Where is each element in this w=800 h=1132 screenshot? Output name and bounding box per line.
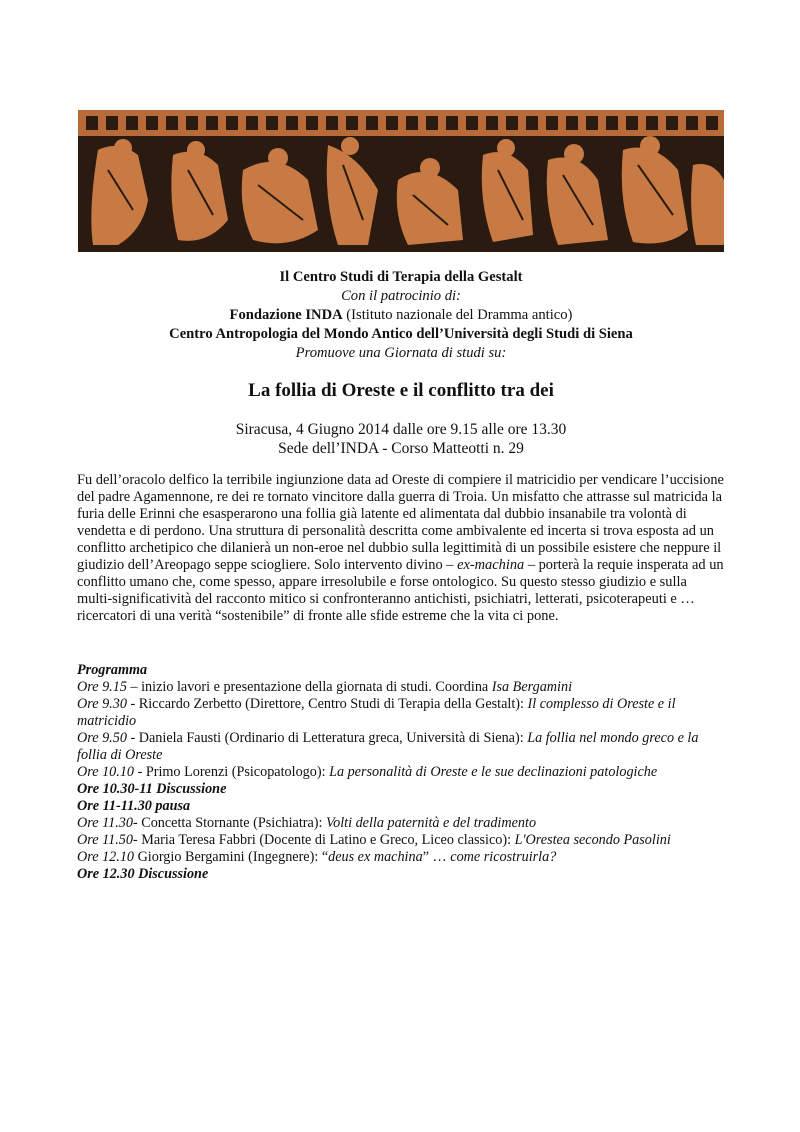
discussion-2: Ore 12.30 Discussione [77,866,209,882]
item-text-2: ” … [422,849,451,865]
organizers-header [78,268,724,363]
programme-item [77,730,725,764]
break: Ore 11-11.30 pausa [77,798,191,814]
programme-heading: Programma [77,662,148,678]
discussion-1: Ore 10.30-11 Discussione [77,781,227,797]
item-italic: L'Orestea secondo Pasolini [514,832,671,848]
item-time: Ore 11.50 [77,832,133,848]
item-italic: La follia nel mondo greco e la follia di Oreste [77,730,699,763]
item-italic: La personalità di Oreste e le sue declinazioni patologiche [329,764,658,780]
organizer-name: Il Centro Studi di Terapia della Gestalt [279,269,523,285]
intro-ex-machina: ex-machina [457,557,525,573]
item-time: Ore 9.50 [77,730,127,746]
event-venue: Sede dell’INDA - Corso Matteotti n. 29 [278,440,524,457]
programme-section [77,662,725,883]
patron-inda-desc: (Istituto nazionale del Dramma antico) [342,307,573,323]
item-time: Ore 12.10 [77,849,135,865]
item-text: - Riccardo Zerbetto (Direttore, Centro Studi di Terapia della Gestalt): [126,696,528,712]
item-text: - Primo Lorenzi (Psicopatologo): [134,764,330,780]
patronage-label: Con il patrocinio di: [341,288,461,304]
item-italic: Il complesso di Oreste e il matricidio [77,696,676,729]
greek-vase-painting-banner [78,110,724,252]
programme-item [77,679,725,696]
intro-part1: Fu dell’oracolo delfico la terribile ingiunzione data ad Oreste di compiere il matricidio per vendicare l’uccisione del padre Agamennone, re dei re tornato vincitore dalla guerra di Troia. Un misfatto che attrasse sul matricida la furia delle Erinni che esasperarono una follia già latente ed alimentata dal dubbio insanabile tra volontà di vendetta e di perdono. Una struttura di personalità descritta come ambivalente ed incerta si trova esposta ad un conflitto archetipico che dilanierà un non-eroe nel dubbio sulla legittimità di un possibile esistere che neppure il giudizio dell’Areopago seppe sciogliere. Solo intervento divino – [77,472,724,573]
item-italic-2: come ricostruirla? [450,849,557,865]
patron-siena: Centro Antropologia del Mondo Antico dell’Università degli Studi di Siena [169,326,633,342]
intro-part3: – porterà la requie insperata ad un conflitto umano che, come spesso, appare irresolubile e forse ontologico. Su questo stesso giudizio e sulla multi-significatività del racconto mitico si confronteranno antichisti, psichiatri, letterati, psicoterapeuti e … ricercatori di una verità “sostenibile” di fronte alle sfide estreme che la vita ci pone. [77,557,724,624]
event-date: Siracusa, 4 Giugno 2014 dalle ore 9.15 alle ore 13.30 [235,421,567,438]
intro-paragraph [77,472,725,625]
programme-item [77,764,725,781]
vase-painting-image [78,110,724,252]
patron-inda-name: Fondazione INDA [229,307,343,323]
promotes-label: Promuove una Giornata di studi su: [295,345,507,361]
programme-item [77,832,725,849]
item-time: Ore 9.30 [77,696,127,712]
programme-item [77,815,725,832]
item-text: - Daniela Fausti (Ordinario di Letteratura greca, Università di Siena): [126,730,528,746]
item-text: inizio lavori e presentazione della giornata di studi. Coordina [137,679,492,695]
programme-item [77,849,725,866]
item-text: - Maria Teresa Fabbri (Docente di Latino e Greco, Liceo classico): [132,832,515,848]
item-text: Giorgio Bergamini (Ingegnere): “ [134,849,329,865]
item-time: Ore 11.30 [77,815,133,831]
programme-item [77,696,725,730]
item-time: Ore 10.10 [77,764,135,780]
patron-inda [78,306,724,325]
item-text: - Concetta Stornante (Psichiatra): [132,815,327,831]
item-italic: deus ex machina [328,849,423,865]
item-italic: Isa Bergamini [491,679,573,695]
item-time: Ore 9.15 – [77,679,138,695]
event-details [78,420,724,458]
item-italic: Volti della paternità e del tradimento [326,815,537,831]
page-title: La follia di Oreste e il conflitto tra dei [248,380,554,401]
